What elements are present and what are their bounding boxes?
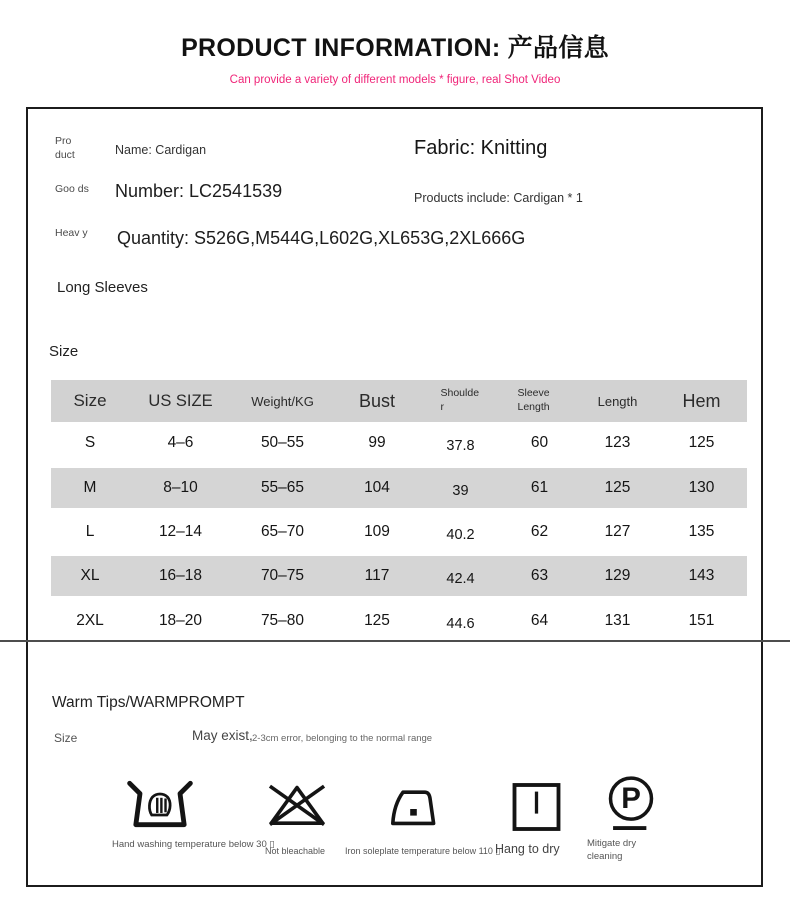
- no-bleach-icon: [264, 779, 330, 833]
- cell: 55–65: [232, 466, 333, 510]
- goods-number-value: Number: LC2541539: [115, 181, 283, 201]
- cell: M: [51, 466, 129, 510]
- product-name-value: Name: Cardigan: [115, 143, 207, 157]
- care-caption-hand-wash: Hand washing temperature below 30 ▯: [112, 839, 275, 850]
- cell: 129: [579, 554, 656, 598]
- gentle-dry-clean-icon: [599, 773, 663, 837]
- size-row-s: [51, 422, 747, 466]
- col-header-shoulder: Shoulder: [421, 380, 500, 422]
- long-sleeves-note: Long Sleeves: [57, 279, 148, 296]
- cell: S: [84, 434, 96, 451]
- care-symbol-hand-wash: [124, 775, 196, 833]
- cell: 8–10: [129, 466, 232, 510]
- page-subtitle: Can provide a variety of different models * figure, real Shot Video: [229, 74, 561, 86]
- product-label: Pro duct: [55, 135, 75, 161]
- col-header-weight: Weight/KG: [232, 380, 333, 422]
- care-symbol-dry-clean: [599, 773, 663, 837]
- col-header-sleeve-length: Sleeve Length: [500, 380, 579, 422]
- col-header-us-size: US SIZE: [129, 380, 232, 422]
- care-symbol-no-bleach: [264, 779, 330, 833]
- cell: 50–55: [260, 434, 305, 451]
- hang-to-dry-icon: [509, 779, 564, 835]
- product-info-panel: [26, 107, 763, 887]
- col-header-hem: Hem: [656, 380, 747, 422]
- cell: 65–70: [260, 523, 305, 540]
- col-header-size: Size: [51, 380, 129, 422]
- care-caption-iron: Iron soleplate temperature below 110 ▯: [345, 846, 501, 856]
- warm-tips-size-label: Size: [54, 731, 78, 745]
- size-row-l: [51, 510, 747, 554]
- size-section-label: Size: [49, 343, 79, 360]
- cell: 2XL: [76, 612, 104, 629]
- cell: 75–80: [260, 612, 305, 629]
- cell: 117: [333, 554, 421, 598]
- cell: 99: [368, 434, 386, 451]
- warm-tips-note-detail: 2-3cm error, belonging to the normal range: [252, 733, 433, 744]
- cell: L: [85, 523, 95, 540]
- size-table: [51, 380, 747, 642]
- cell: 125: [364, 612, 390, 629]
- cell: 37.8: [446, 438, 475, 454]
- iron-low-temp-icon: [384, 785, 446, 833]
- warm-tips-note: May exist,: [192, 728, 253, 743]
- section-divider-line: [0, 640, 790, 642]
- cell: 4–6: [167, 434, 194, 451]
- cell: 18–20: [158, 612, 203, 629]
- cell: 125: [579, 466, 656, 510]
- svg-text:P: P: [621, 782, 641, 816]
- cell: 151: [688, 612, 715, 629]
- care-caption-no-bleach: Not bleachable: [265, 846, 326, 856]
- hand-wash-icon: [124, 775, 196, 833]
- cell: 42.4: [421, 554, 500, 598]
- cell: 125: [688, 434, 715, 451]
- quantity-value: Quantity: S526G,M544G,L602G,XL653G,2XL666G: [117, 228, 526, 248]
- cell: 104: [333, 466, 421, 510]
- size-row-2xl: [51, 598, 747, 642]
- cell: 127: [604, 523, 631, 540]
- cell: 135: [688, 523, 715, 540]
- cell: 130: [656, 466, 747, 510]
- cell: 143: [656, 554, 747, 598]
- cell: 62: [530, 523, 549, 540]
- cell: 63: [500, 554, 579, 598]
- cell: XL: [51, 554, 129, 598]
- cell: 64: [530, 612, 549, 629]
- goods-label: Goo ds: [55, 183, 89, 195]
- warm-tips-heading: Warm Tips/WARMPROMPT: [52, 694, 245, 711]
- size-table-header-row: [51, 380, 747, 422]
- col-header-bust: Bust: [333, 380, 421, 422]
- cell: 60: [530, 434, 549, 451]
- cell: 39: [421, 466, 500, 510]
- products-include-value: Products include: Cardigan * 1: [414, 191, 583, 205]
- heavy-label: Heav y: [55, 227, 88, 239]
- care-symbol-hang-dry: [509, 779, 564, 835]
- cell: 131: [604, 612, 631, 629]
- cell: 70–75: [232, 554, 333, 598]
- cell: 16–18: [129, 554, 232, 598]
- cell: 61: [500, 466, 579, 510]
- cell: 109: [364, 523, 390, 540]
- size-row-xl: [51, 554, 747, 598]
- cell: 123: [604, 434, 631, 451]
- cell: 40.2: [446, 527, 475, 543]
- cell: 44.6: [446, 616, 475, 632]
- size-row-m: [51, 466, 747, 510]
- care-caption-hang-dry: Hang to dry: [495, 842, 560, 856]
- cell: 12–14: [158, 523, 203, 540]
- fabric-value: Fabric: Knitting: [414, 137, 548, 159]
- care-caption-dry-clean: Mitigate dry cleaning: [587, 838, 637, 862]
- col-header-length: Length: [579, 380, 656, 422]
- page-title: PRODUCT INFORMATION: 产品信息: [181, 34, 609, 62]
- care-symbol-iron: [384, 785, 446, 833]
